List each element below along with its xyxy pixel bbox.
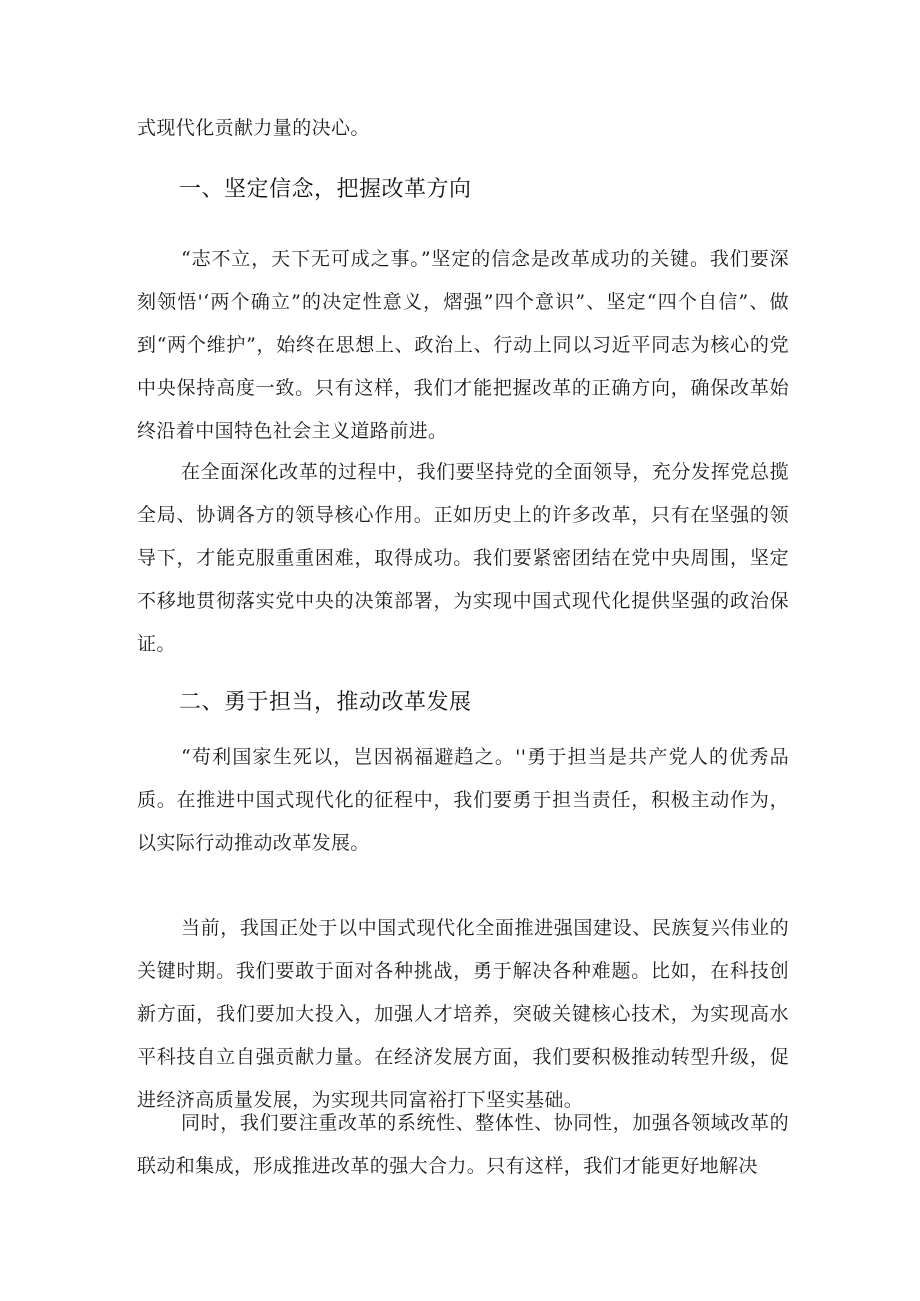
section2-paragraph-2: 当前，我国正处于以中国式现代化全面推进强国建设、民族复兴伟业的关键时期。我们要敢于面对各种挑战，勇于解决各种难题。比如，在科技创新方面，我们要加大投入，加强人才培养，突破关键核心技术，为实现高水平科技自立自强贡献力量。在经济发展方面，我们要积极推动转型升级，促进经济高质量发展，为实现共同富裕打下坚实基础。 — [137, 917, 789, 1111]
section-heading-2: 二、勇于担当，推动改革发展 — [179, 690, 472, 715]
section2-paragraph-1: “苟利国家生死以，岂因祸福避趋之。''勇于担当是共产党人的优秀品质。在推进中国式现代化的征程中，我们要勇于担当责任，积极主动作为，以实际行动推动改革发展。 — [137, 746, 789, 854]
section2-paragraph-3: 同时，我们要注重改革的系统性、整体性、协同性，加强各领域改革的联动和集成，形成推进改革的强大合力。只有这样，我们才能更好地解决 — [137, 1112, 789, 1177]
section1-paragraph-1: “志不立，天下无可成之事。”坚定的信念是改革成功的关键。我们要深刻领悟'‘两个确立”的决定性意义，熠强”四个意识”、坚定“四个自信”、做到“两个维护”，始终在思想上、政治上、行动上同以习近平同志为核心的党中央保持高度一致。只有这样，我们才能把握改革的正确方向，确保改革始终沿着中国特色社会主义道路前进。 — [137, 248, 789, 442]
continuation-paragraph: 式现代化贡献力量的决心。 — [137, 117, 370, 139]
section1-paragraph-2: 在全面深化改革的过程中，我们要坚持党的全面领导，充分发挥党总揽全局、协调各方的领导核心作用。正如历史上的许多改革，只有在坚强的领导下，才能克服重重困难，取得成功。我们要紧密团结在党中央周围，坚定不移地贯彻落实党中央的决策部署，为实现中国式现代化提供坚强的政治保证。 — [137, 461, 789, 655]
section-heading-1: 一、坚定信念，把握改革方向 — [179, 177, 472, 202]
